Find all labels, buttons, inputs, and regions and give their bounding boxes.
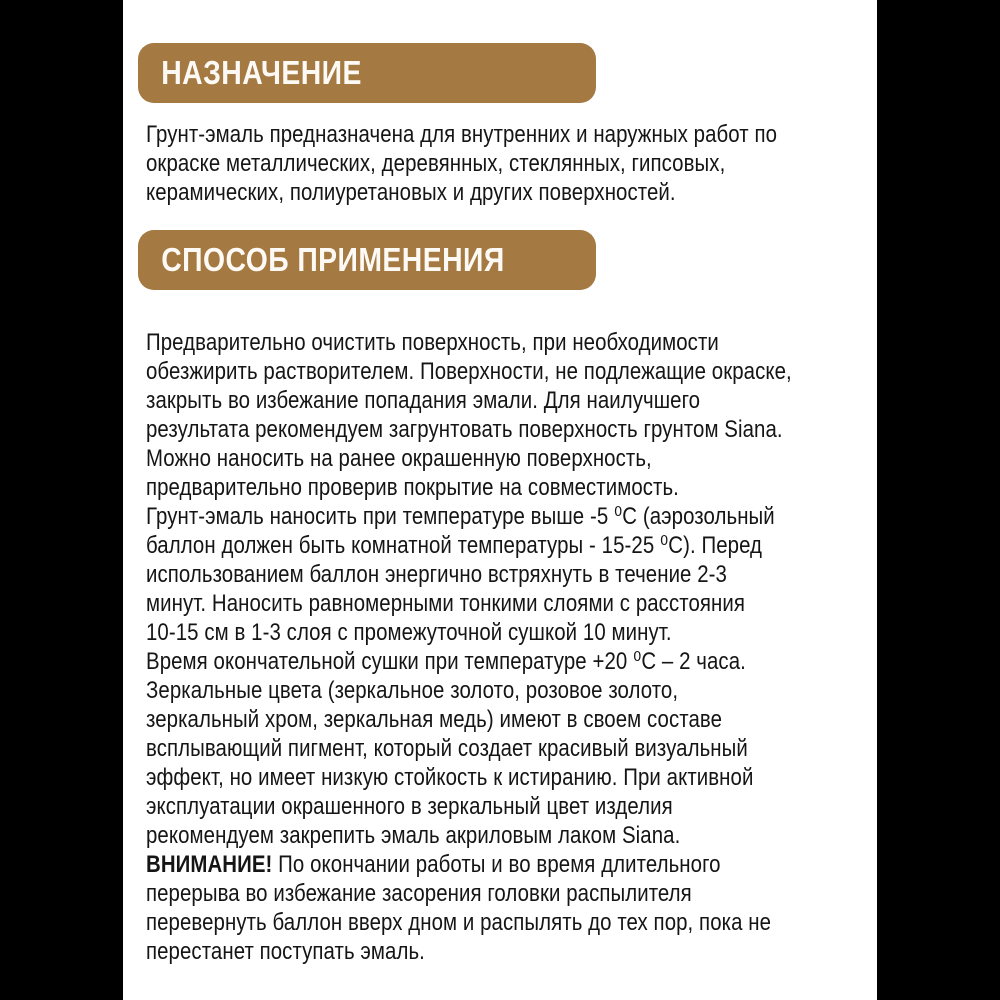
section-heading-purpose: НАЗНАЧЕНИЕ <box>161 54 362 91</box>
text-line: Предварительно очистить поверхность, при необходимости <box>146 329 719 356</box>
text-line: закрыть во избежание попадания эмали. Для наилучшего <box>146 387 701 414</box>
text-line: Можно наносить на ранее окрашенную поверхность, <box>146 445 652 472</box>
text-line: ВНИМАНИЕ! По окончании работы и во время длительного <box>146 851 721 878</box>
section-heading-banner-application <box>138 230 596 290</box>
text-line: эффект, но имеет низкую стойкость к истиранию. При активной <box>146 764 754 791</box>
text-line: перевернуть баллон вверх дном и распылять до тех пор, пока не <box>146 909 772 936</box>
description-paper <box>123 0 877 1000</box>
section-heading-application: СПОСОБ ПРИМЕНЕНИЯ <box>161 241 505 278</box>
text-line: результата рекомендуем загрунтовать поверхность грунтом Siana. <box>146 416 783 443</box>
application-paragraph <box>146 328 862 966</box>
text-line: эксплуатации окрашенного в зеркальный цвет изделия <box>146 793 673 820</box>
text-line: керамических, полиуретановых и других поверхностей. <box>146 179 676 206</box>
text-line: рекомендуем закрепить эмаль акриловым лаком Siana. <box>146 822 681 849</box>
text-line: перестанет поступать эмаль. <box>146 938 425 965</box>
text-line: Грунт-эмаль предназначена для внутренних и наружных работ по <box>146 121 778 148</box>
text-line: Зеркальные цвета (зеркальное золото, розовое золото, <box>146 677 679 704</box>
text-line: минут. Наносить равномерными тонкими слоями с расстояния <box>146 590 745 617</box>
text-line: использованием баллон энергично встряхнуть в течение 2-3 <box>146 561 727 588</box>
purpose-paragraph <box>146 120 862 207</box>
bold-warning-label: ВНИМАНИЕ! <box>146 851 273 878</box>
text-line: окраске металлических, деревянных, стеклянных, гипсовых, <box>146 150 726 177</box>
text-line: 10-15 см в 1-3 слоя с промежуточной сушкой 10 минут. <box>146 619 672 646</box>
text-line: перерыва во избежание засорения головки распылителя <box>146 880 692 907</box>
text-line: баллон должен быть комнатной температуры - 15-25 ⁰С). Перед <box>146 532 763 559</box>
section-heading-banner-purpose <box>138 43 596 103</box>
text-line: обезжирить растворителем. Поверхности, не подлежащие окраске, <box>146 358 792 385</box>
text-line: зеркальный хром, зеркальная медь) имеют в своем составе <box>146 706 723 733</box>
text-line: предварительно проверив покрытие на совместимость. <box>146 474 679 501</box>
text-line: Грунт-эмаль наносить при температуре выше -5 ⁰С (аэрозольный <box>146 503 775 530</box>
text-line: Время окончательной сушки при температуре +20 ⁰С – 2 часа. <box>146 648 746 675</box>
left-black-bar <box>0 0 123 1000</box>
text-line: всплывающий пигмент, который создает красивый визуальный <box>146 735 748 762</box>
right-black-bar <box>877 0 1000 1000</box>
